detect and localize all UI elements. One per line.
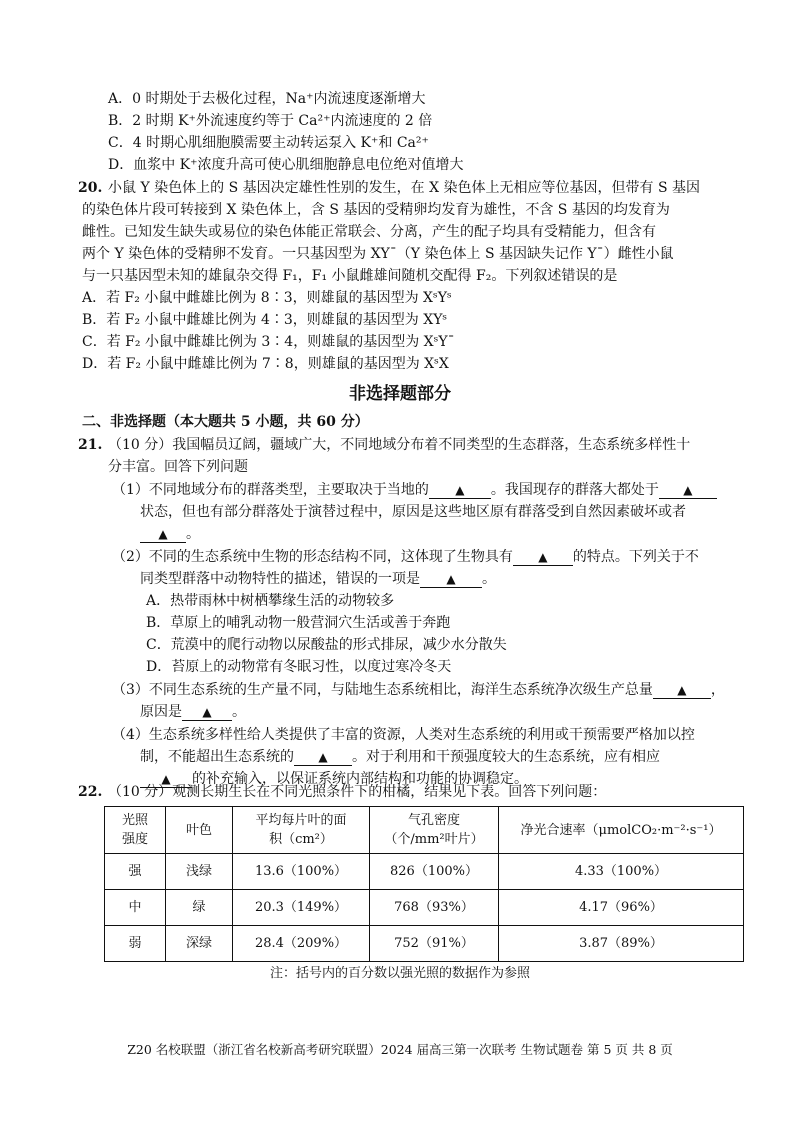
table-header-cell: 叶色 <box>166 807 233 854</box>
table-row <box>105 854 744 890</box>
q21-part1-text-b: 。我国现存的群落大都处于 <box>490 482 659 498</box>
q21-part3-text-a: （3）不同生态系统的生产量不同，与陆地生态系统相比，海洋生态系统净次级生产总量 <box>112 682 653 698</box>
q21-part4-text-a: （4）生态系统多样性给人类提供了丰富的资源，人类对生态系统的利用或干预需要严格加以控 <box>112 727 695 743</box>
blank-marker: ▲ <box>677 683 687 697</box>
table-header-row <box>105 807 744 854</box>
q21-part3-text-c: 原因是 <box>140 704 182 720</box>
table-cell: 绿 <box>166 890 233 926</box>
q20-number: 20. <box>78 180 103 196</box>
table-cell: 4.17（96%） <box>499 890 744 926</box>
q21-part4-text-c: 。对于利用和干预强度较大的生态系统，应有相应 <box>352 749 660 765</box>
q21-part2-text-c: 同类型群落中动物特性的描述，错误的一项是 <box>140 571 420 587</box>
results-table <box>104 806 744 962</box>
answer-blank[interactable] <box>420 571 482 588</box>
table-row <box>105 890 744 926</box>
q21-intro-line-1: （10 分）我国幅员辽阔，疆域广大，不同地域分布着不同类型的生态群落，生态系统多样性十 <box>108 437 691 453</box>
q20-stem-line-1: 小鼠 Y 染色体上的 S 基因决定雄性性别的发生，在 X 染色体上无相应等位基因，但带有 S 基因 <box>108 180 700 196</box>
q21-part2-option-d: D．苔原上的动物常有冬眠习性，以度过寒冷冬天 <box>146 659 452 675</box>
blank-marker: ▲ <box>202 705 212 719</box>
answer-blank[interactable] <box>429 482 491 499</box>
page-footer: Z20 名校联盟（浙江省名校新高考研究联盟）2024 届高三第一次联考 生物试题卷 第 5 页 共 8 页 <box>127 1042 673 1057</box>
table-cell: 强 <box>105 854 166 890</box>
section-title: 非选择题部分 <box>349 384 451 404</box>
blank-marker: ▲ <box>318 750 328 764</box>
q20-stem-line-4: 两个 Y 染色体的受精卵不发育。一只基因型为 XYˉ（Y 染色体上 S 基因缺失记作 Yˉ）雌性小鼠 <box>82 246 674 262</box>
q21-part1-text-d: 。 <box>186 526 200 542</box>
q21-part4-line-2 <box>140 747 660 767</box>
q21-part3-text-d: 。 <box>232 704 246 720</box>
blank-marker: ▲ <box>455 483 465 497</box>
q21-part1-text-a: （1）不同地域分布的群落类型，主要取决于当地的 <box>112 482 429 498</box>
q20-stem-line-3: 雌性。已知发生缺失或易位的染色体能正常联会、分离，产生的配子均具有受精能力，但含有 <box>82 224 656 240</box>
answer-blank[interactable] <box>294 749 352 766</box>
q21-part2-option-a: A．热带雨林中树栖攀缘生活的动物较多 <box>146 593 395 609</box>
answer-blank[interactable] <box>182 704 232 721</box>
q22-intro: （10 分）观测长期生长在不同光照条件下的柑橘，结果见下表。回答下列问题： <box>108 784 607 800</box>
q21-part2-text-d: 。 <box>482 571 496 587</box>
table-cell: 13.6（100%） <box>233 854 370 890</box>
q21-intro-line-2: 分丰富。回答下列问题 <box>108 459 248 475</box>
q20-option-b: B．若 F₂ 小鼠中雌雄比例为 4∶3，则雄鼠的基因型为 XYˢ <box>82 312 448 328</box>
table-note: 注：括号内的百分数以强光照的数据作为参照 <box>269 966 530 981</box>
answer-blank[interactable] <box>659 482 717 499</box>
table-cell: 826（100%） <box>370 854 499 890</box>
q20-option-a: A．若 F₂ 小鼠中雌雄比例为 8∶3，则雄鼠的基因型为 XˢYˢ <box>82 290 452 306</box>
table-cell: 3.87（89%） <box>499 926 744 962</box>
table-cell: 28.4（209%） <box>233 926 370 962</box>
table-header-cell: 气孔密度 （个/mm²叶片） <box>370 807 499 854</box>
section-intro: 二、非选择题（本大题共 5 小题，共 60 分） <box>82 414 369 430</box>
q19-option-a: A．0 时期处于去极化过程，Na⁺内流速度逐渐增大 <box>108 91 426 107</box>
answer-blank[interactable] <box>653 682 711 699</box>
q21-part2-option-c: C．荒漠中的爬行动物以尿酸盐的形式排尿，减少水分散失 <box>146 637 507 653</box>
table-header-cell: 光照 强度 <box>105 807 166 854</box>
q20-stem-line-2: 的染色体片段可转接到 X 染色体上，含 S 基因的受精卵均发育为雄性，不含 S 基因的均发育为 <box>82 202 670 218</box>
q21-part3-line-1 <box>112 680 725 700</box>
table-cell: 20.3（149%） <box>233 890 370 926</box>
q21-part2-text-a: （2）不同的生态系统中生物的形态结构不同，这体现了生物具有 <box>112 549 513 565</box>
q21-part1-line-1 <box>112 480 717 500</box>
q20-stem-line-5: 与一只基因型未知的雄鼠杂交得 F₁，F₁ 小鼠雌雄间随机交配得 F₂。下列叙述错误的是 <box>82 268 618 284</box>
blank-marker: ▲ <box>161 772 171 786</box>
table-cell: 752（91%） <box>370 926 499 962</box>
q21-part4-text-b: 制，不能超出生态系统的 <box>140 749 294 765</box>
q21-part2-line-2 <box>140 569 496 589</box>
q20-option-d: D．若 F₂ 小鼠中雌雄比例为 7∶8，则雄鼠的基因型为 XˢX <box>82 356 449 372</box>
q19-option-d: D．血浆中 K⁺浓度升高可使心肌细胞静息电位绝对值增大 <box>108 157 464 173</box>
answer-blank[interactable] <box>513 549 573 566</box>
q22-number: 22. <box>78 784 103 800</box>
blank-marker: ▲ <box>446 572 456 586</box>
q21-part4-text-d: 的补充输入，以保证系统内部结构和功能的协调稳定。 <box>192 771 528 787</box>
table-header-cell: 平均每片叶的面 积（cm²） <box>233 807 370 854</box>
q21-part2-option-b: B．草原上的哺乳动物一般营洞穴生活或善于奔跑 <box>146 615 451 631</box>
table-cell: 中 <box>105 890 166 926</box>
q19-option-c: C．4 时期心肌细胞膜需要主动转运泵入 K⁺和 Ca²⁺ <box>108 135 429 151</box>
q21-number: 21. <box>78 437 103 453</box>
table-row <box>105 926 744 962</box>
blank-marker: ▲ <box>158 527 168 541</box>
blank-marker: ▲ <box>683 483 693 497</box>
q19-option-b: B．2 时期 K⁺外流速度约等于 Ca²⁺内流速度的 2 倍 <box>108 113 433 129</box>
q21-part2-text-b: 的特点。下列关于不 <box>572 549 699 565</box>
q21-part1-text-c: 状态，但也有部分群落处于演替过程中，原因是这些地区原有群落受到自然因素破坏或者 <box>140 504 686 520</box>
table-cell: 768（93%） <box>370 890 499 926</box>
q21-part1-line-3 <box>140 524 200 544</box>
table-cell: 深绿 <box>166 926 233 962</box>
q21-part3-line-2 <box>140 702 246 722</box>
blank-marker: ▲ <box>538 550 548 564</box>
q21-part2-line-1 <box>112 547 699 567</box>
q21-part3-text-b: ， <box>710 682 725 698</box>
table-header-cell: 净光合速率（μmolCO₂·m⁻²·s⁻¹） <box>499 807 744 854</box>
table-cell: 浅绿 <box>166 854 233 890</box>
table-cell: 4.33（100%） <box>499 854 744 890</box>
table-cell: 弱 <box>105 926 166 962</box>
q20-option-c: C．若 F₂ 小鼠中雌雄比例为 3∶4，则雄鼠的基因型为 XˢYˉ <box>82 334 455 350</box>
answer-blank[interactable] <box>140 526 186 543</box>
